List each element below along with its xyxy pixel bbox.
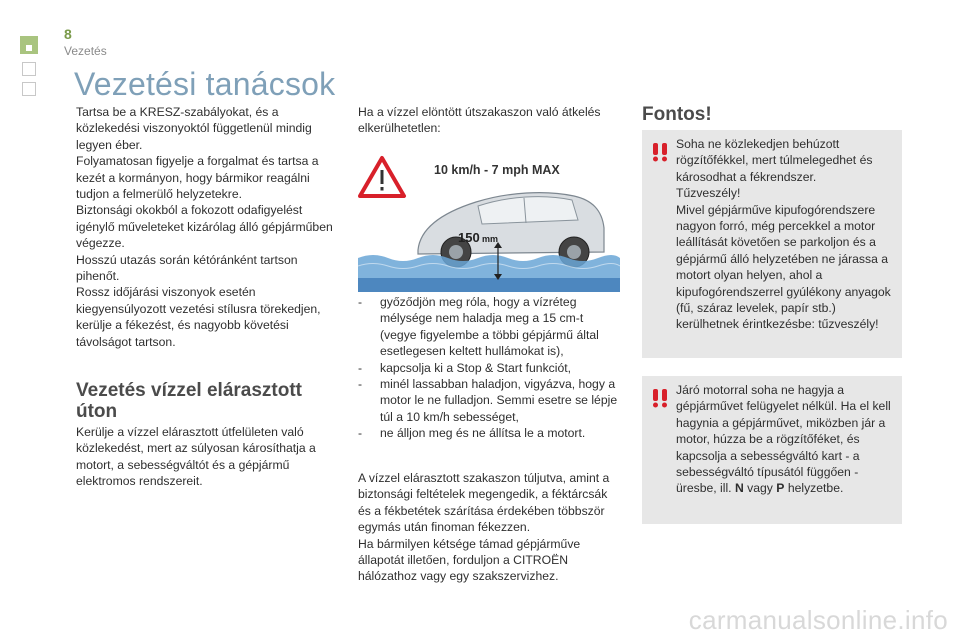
section-marker-empty bbox=[22, 62, 36, 76]
watermark: carmanualsonline.info bbox=[688, 605, 948, 635]
warning-text bbox=[676, 382, 898, 497]
list-item bbox=[358, 376, 620, 425]
text-segment: vagy bbox=[747, 481, 773, 496]
steps-list bbox=[358, 294, 620, 442]
list-marker: - bbox=[358, 360, 363, 375]
paragraph: Folyamatosan figyelje a forgalmat és tartsa a kezét a kormányon, hogy bármikor reagálni tudjon a felmerülő helyzetekre. bbox=[76, 154, 319, 202]
list-marker: - bbox=[358, 426, 363, 441]
section-marker-empty bbox=[22, 82, 36, 96]
list-marker: - bbox=[358, 377, 363, 392]
page-title: Vezetési tanácsok bbox=[74, 66, 336, 102]
paragraph: Soha ne közlekedjen behúzott rögzítőfékkel, mert túlmelegedhet és károsodhat a fékrendszer. bbox=[676, 137, 873, 184]
paragraph: Tartsa be a KRESZ-szabályokat, és a közlekedési viszonyoktól függetlenül mindig legyen éber. bbox=[76, 105, 312, 152]
depth-unit: mm bbox=[482, 234, 499, 244]
flood-text: Kerülje a vízzel elárasztott útfelületen való közlekedést, mert az súlyosan károsíthatja a motort, a sebességváltót és a gépjármű elektromos rendszereit. bbox=[76, 425, 316, 489]
text-segment: Járó motorral soha ne hagyja a gépjárművet felügyelet nélkül. Ha el kell hagynia a gépjárművet, miközben jár a motor, húzza be a rögzítőféket, és kapcsolja a sebességváltó kart - a sebességváltó típusától függően - üresbe, ill. bbox=[676, 383, 891, 496]
flood-heading: Vezetés vízzel elárasztott úton bbox=[76, 380, 302, 422]
list-item-text: győződjön meg róla, hogy a vízréteg mélysége nem haladja meg a 15 cm-t (vegye figyelembe a többi gépjármű által esetlegesen keltett hullámokat is), bbox=[380, 295, 599, 359]
speed-label: 10 km/h - 7 mph MAX bbox=[434, 163, 560, 177]
list-item-text: ne álljon meg és ne állítsa le a motort. bbox=[380, 426, 586, 441]
middle-intro: Ha a vízzel elöntött útszakaszon való átkelés elkerülhetetlen: bbox=[358, 105, 601, 136]
paragraph: Hosszú utazás során kétóránként tartson pihenőt. bbox=[76, 252, 298, 284]
important-heading: Fontos! bbox=[642, 104, 712, 125]
list-item bbox=[358, 425, 620, 441]
list-item bbox=[358, 360, 620, 376]
text-segment: helyzetbe. bbox=[787, 481, 844, 496]
gear-n-label: N bbox=[734, 481, 744, 496]
intro-text bbox=[76, 104, 338, 350]
exclamation-icon bbox=[650, 388, 670, 408]
list-item-text: kapcsolja ki a Stop & Start funkciót, bbox=[380, 360, 572, 375]
warning-text bbox=[676, 136, 898, 333]
warning-box bbox=[642, 376, 902, 524]
depth-value: 150 bbox=[458, 230, 480, 245]
paragraph: Rossz időjárási viszonyok esetén kiegyensúlyozott vezetési stílusra törekedjen, kerülje a fékezést, és nagyobb követési távolságot tartson. bbox=[76, 285, 321, 349]
list-item-text: minél lassabban haladjon, vigyázva, hogy a motor le ne fulladjon. Semmi esetre se lépje túl a 10 km/h sebességet, bbox=[380, 377, 618, 424]
section-name: Vezetés bbox=[64, 44, 107, 58]
paragraph: Biztonsági okokból a fokozott odafigyelést igénylő műveleteket kizárólag álló gépjárműben végezze. bbox=[76, 203, 333, 251]
flood-diagram bbox=[358, 148, 620, 292]
list-marker: - bbox=[358, 295, 363, 309]
exclamation-icon bbox=[650, 142, 670, 162]
section-marker bbox=[20, 36, 38, 54]
paragraph: A vízzel elárasztott szakaszon túljutva, amint a biztonsági feltételek megengedik, a féktárcsák és a fékbetétek szárítása érdekében többször egymás után finoman fékezzen. bbox=[358, 471, 610, 535]
list-item bbox=[358, 294, 620, 360]
paragraph: Mivel gépjárműve kipufogórendszere nagyon forró, még percekkel a motor leállítását követően se parkoljon és a gépjármű álló helyzetében ne járassa a motort olyan helyen, ahol a kipufogórendszerrel gyúlékony anyagok (fű, száraz levelek, papír stb.) kerülhetnek érintkezésbe: tűzveszély! bbox=[676, 202, 891, 332]
paragraph: Tűzveszély! bbox=[676, 186, 741, 201]
middle-closing-text bbox=[358, 470, 620, 585]
paragraph: Ha bármilyen kétsége támad gépjárműve állapotát illetően, forduljon a CITROËN hálózathoz vagy egy szakszervizhez. bbox=[358, 536, 581, 584]
gear-p-label: P bbox=[776, 481, 785, 496]
page-number: 8 bbox=[64, 26, 72, 42]
warning-box bbox=[642, 130, 902, 358]
